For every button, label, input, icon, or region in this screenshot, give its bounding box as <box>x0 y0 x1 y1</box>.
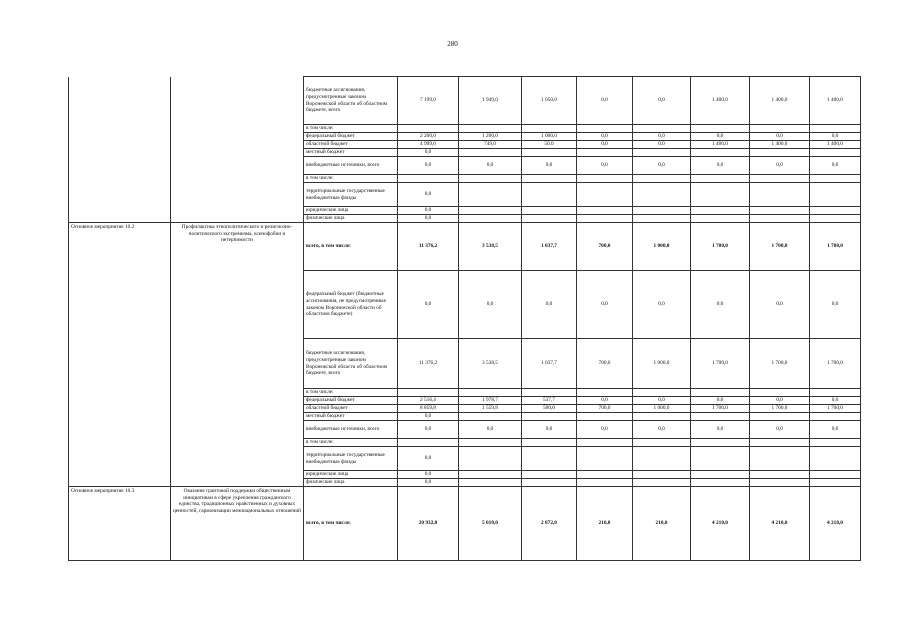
amount-cell: 1 200,0 <box>459 133 522 141</box>
amount-cell <box>750 183 810 207</box>
amount-cell: 0,0 <box>810 271 861 339</box>
amount-cell <box>459 471 522 479</box>
amount-cell <box>750 413 810 421</box>
amount-cell <box>633 389 691 397</box>
amount-cell: 4 210,0 <box>750 487 810 561</box>
amount-cell: 1 400,0 <box>750 77 810 125</box>
amount-cell <box>459 149 522 157</box>
amount-cell <box>459 389 522 397</box>
funding-source-label: в том числе: <box>304 389 398 397</box>
funding-source-label: физические лица <box>304 479 398 487</box>
amount-cell: 0,0 <box>577 421 633 439</box>
amount-cell: 4 999,0 <box>398 141 459 149</box>
amount-cell: 1 000,0 <box>633 339 691 389</box>
funding-source-label: в том числе: <box>304 175 398 183</box>
amount-cell: 1 037,7 <box>522 339 577 389</box>
amount-cell: 0,0 <box>750 133 810 141</box>
amount-cell <box>633 471 691 479</box>
amount-cell <box>522 125 577 133</box>
amount-cell: 1 700,0 <box>691 339 750 389</box>
amount-cell: 1 400,0 <box>750 141 810 149</box>
amount-cell: 2 200,0 <box>398 133 459 141</box>
amount-cell <box>577 471 633 479</box>
amount-cell <box>750 125 810 133</box>
amount-cell <box>691 471 750 479</box>
amount-cell <box>750 439 810 447</box>
amount-cell <box>633 447 691 471</box>
measure-title-cell: Оказание грантовой поддержки общественным инициативам в сфере укрепления гражданского единства, традиционных нравственных и духовных ценностей, гармонизации межнациональных отношений <box>171 487 304 561</box>
funding-source-label: внебюджетные источники, всего <box>304 157 398 175</box>
amount-cell: 0,0 <box>459 157 522 175</box>
amount-cell <box>522 389 577 397</box>
amount-cell <box>691 439 750 447</box>
funding-source-label: областной бюджет <box>304 405 398 413</box>
amount-cell <box>577 439 633 447</box>
amount-cell <box>750 215 810 223</box>
amount-cell: 0,0 <box>522 157 577 175</box>
amount-cell <box>810 413 861 421</box>
funding-source-label: федеральный бюджет (бюджетные ассигнования, не предусмотренные законом Воронежской области об областном бюджете) <box>304 271 398 339</box>
amount-cell: 0,0 <box>691 421 750 439</box>
amount-cell: 0,0 <box>691 157 750 175</box>
amount-cell <box>577 215 633 223</box>
amount-cell <box>577 207 633 215</box>
amount-cell <box>398 125 459 133</box>
amount-cell <box>750 447 810 471</box>
amount-cell: 3 538,5 <box>459 223 522 271</box>
amount-cell: 700,0 <box>577 223 633 271</box>
amount-cell: 1 700,0 <box>750 405 810 413</box>
amount-cell: 1 700,0 <box>810 223 861 271</box>
table-row <box>69 77 861 125</box>
amount-cell <box>810 471 861 479</box>
amount-cell <box>750 471 810 479</box>
amount-cell <box>810 149 861 157</box>
amount-cell <box>810 389 861 397</box>
funding-source-label: бюджетные ассигнования, предусмотренные законом Воронежской области об областном бюджете, всего <box>304 339 398 389</box>
funding-source-label: юридические лица <box>304 207 398 215</box>
amount-cell <box>577 149 633 157</box>
amount-cell <box>691 183 750 207</box>
amount-cell: 1 400,0 <box>691 77 750 125</box>
amount-cell: 0,0 <box>398 447 459 471</box>
amount-cell <box>750 175 810 183</box>
amount-cell: 5 010,0 <box>459 487 522 561</box>
amount-cell: 0,0 <box>750 397 810 405</box>
amount-cell <box>577 413 633 421</box>
amount-cell: 210,0 <box>633 487 691 561</box>
amount-cell <box>633 207 691 215</box>
amount-cell: 0,0 <box>398 471 459 479</box>
amount-cell <box>810 215 861 223</box>
amount-cell: 0,0 <box>691 397 750 405</box>
amount-cell <box>810 125 861 133</box>
amount-cell: 0,0 <box>398 215 459 223</box>
amount-cell: 3 538,5 <box>459 339 522 389</box>
amount-cell <box>750 149 810 157</box>
amount-cell: 1 700,0 <box>691 223 750 271</box>
amount-cell: 0,0 <box>633 133 691 141</box>
amount-cell <box>577 389 633 397</box>
amount-cell: 749,0 <box>459 141 522 149</box>
amount-cell <box>577 125 633 133</box>
amount-cell <box>750 479 810 487</box>
amount-cell: 0,0 <box>398 421 459 439</box>
amount-cell: 1 000,0 <box>633 405 691 413</box>
amount-cell <box>522 471 577 479</box>
amount-cell <box>633 183 691 207</box>
amount-cell: 1 559,8 <box>459 405 522 413</box>
amount-cell: 8 859,8 <box>398 405 459 413</box>
amount-cell: 0,0 <box>633 141 691 149</box>
amount-cell <box>633 149 691 157</box>
amount-cell: 0,0 <box>691 133 750 141</box>
amount-cell: 1 700,0 <box>810 405 861 413</box>
amount-cell <box>459 479 522 487</box>
amount-cell: 1 949,0 <box>459 77 522 125</box>
amount-cell: 1 700,0 <box>750 339 810 389</box>
amount-cell <box>633 215 691 223</box>
funding-source-label: местный бюджет <box>304 413 398 421</box>
amount-cell <box>522 207 577 215</box>
amount-cell <box>810 175 861 183</box>
amount-cell <box>633 175 691 183</box>
amount-cell: 50,0 <box>522 141 577 149</box>
amount-cell <box>522 183 577 207</box>
measure-title-cell: Профилактика этнополитического и религиозно-политического экстремизма, ксенофобии и нетерпимости <box>171 223 304 487</box>
table-row <box>69 223 861 271</box>
amount-cell <box>750 389 810 397</box>
amount-cell: 0,0 <box>750 421 810 439</box>
amount-cell: 0,0 <box>750 157 810 175</box>
funding-source-label: федеральный бюджет <box>304 397 398 405</box>
amount-cell <box>691 389 750 397</box>
amount-cell <box>522 149 577 157</box>
amount-cell: 0,0 <box>577 157 633 175</box>
amount-cell: 1 400,0 <box>810 141 861 149</box>
measure-title-cell <box>171 77 304 223</box>
amount-cell: 2 516,4 <box>398 397 459 405</box>
amount-cell: 0,0 <box>522 421 577 439</box>
funding-source-label: федеральный бюджет <box>304 133 398 141</box>
amount-cell: 4 210,0 <box>810 487 861 561</box>
amount-cell: 700,0 <box>577 339 633 389</box>
amount-cell: 0,0 <box>633 397 691 405</box>
amount-cell <box>810 447 861 471</box>
amount-cell: 0,0 <box>459 421 522 439</box>
funding-source-label: юридические лица <box>304 471 398 479</box>
amount-cell: 0,0 <box>522 271 577 339</box>
amount-cell: 1 000,0 <box>522 133 577 141</box>
amount-cell <box>459 215 522 223</box>
amount-cell: 1 700,0 <box>810 339 861 389</box>
amount-cell <box>691 125 750 133</box>
funding-source-label: всего, в том числе: <box>304 223 398 271</box>
funding-source-label: территориальные государственные внебюджетные фонды <box>304 447 398 471</box>
amount-cell <box>459 183 522 207</box>
amount-cell <box>398 389 459 397</box>
budget-table <box>68 76 861 561</box>
table-row <box>69 487 861 561</box>
amount-cell <box>577 175 633 183</box>
amount-cell: 7 199,0 <box>398 77 459 125</box>
amount-cell: 11 376,2 <box>398 223 459 271</box>
amount-cell <box>633 125 691 133</box>
amount-cell: 0,0 <box>577 133 633 141</box>
measure-cell <box>69 77 171 223</box>
amount-cell <box>633 439 691 447</box>
amount-cell <box>691 215 750 223</box>
funding-source-label: местный бюджет <box>304 149 398 157</box>
amount-cell: 2 872,0 <box>522 487 577 561</box>
amount-cell <box>691 149 750 157</box>
amount-cell <box>459 447 522 471</box>
amount-cell: 1 978,7 <box>459 397 522 405</box>
amount-cell: 0,0 <box>633 77 691 125</box>
funding-source-label: территориальные государственные внебюджетные фонды <box>304 183 398 207</box>
amount-cell <box>810 479 861 487</box>
funding-source-label: в том числе: <box>304 439 398 447</box>
amount-cell <box>522 215 577 223</box>
amount-cell <box>522 479 577 487</box>
amount-cell: 537,7 <box>522 397 577 405</box>
funding-source-label: бюджетные ассигнования, предусмотренные законом Воронежской области об областном бюджете, всего <box>304 77 398 125</box>
amount-cell <box>691 447 750 471</box>
amount-cell: 1 000,0 <box>633 223 691 271</box>
amount-cell: 0,0 <box>810 421 861 439</box>
amount-cell: 1 400,0 <box>810 77 861 125</box>
amount-cell: 1 700,0 <box>691 405 750 413</box>
amount-cell <box>577 447 633 471</box>
amount-cell: 1 400,0 <box>691 141 750 149</box>
measure-cell: Основное мероприятие 10.3 <box>69 487 171 561</box>
amount-cell <box>459 439 522 447</box>
amount-cell <box>633 413 691 421</box>
amount-cell: 210,0 <box>577 487 633 561</box>
amount-cell: 0,0 <box>750 271 810 339</box>
amount-cell: 1 050,0 <box>522 77 577 125</box>
amount-cell <box>691 413 750 421</box>
amount-cell <box>750 207 810 215</box>
amount-cell: 0,0 <box>577 397 633 405</box>
amount-cell <box>633 479 691 487</box>
amount-cell: 1 700,0 <box>750 223 810 271</box>
amount-cell: 0,0 <box>633 271 691 339</box>
amount-cell <box>810 183 861 207</box>
amount-cell: 0,0 <box>810 133 861 141</box>
funding-source-label: в том числе: <box>304 125 398 133</box>
amount-cell: 20 932,0 <box>398 487 459 561</box>
amount-cell <box>522 439 577 447</box>
amount-cell <box>459 125 522 133</box>
amount-cell: 700,0 <box>577 405 633 413</box>
amount-cell: 0,0 <box>633 157 691 175</box>
funding-source-label: всего, в том числе: <box>304 487 398 561</box>
amount-cell <box>522 175 577 183</box>
amount-cell <box>522 413 577 421</box>
amount-cell <box>691 207 750 215</box>
amount-cell: 0,0 <box>398 413 459 421</box>
amount-cell: 500,0 <box>522 405 577 413</box>
amount-cell <box>691 479 750 487</box>
measure-cell: Основное мероприятие 10.2 <box>69 223 171 487</box>
funding-source-label: внебюджетные источники, всего <box>304 421 398 439</box>
amount-cell: 1 037,7 <box>522 223 577 271</box>
page-number: 280 <box>447 40 458 48</box>
amount-cell: 0,0 <box>577 271 633 339</box>
amount-cell <box>577 479 633 487</box>
amount-cell <box>810 439 861 447</box>
amount-cell <box>577 183 633 207</box>
amount-cell <box>459 207 522 215</box>
amount-cell: 0,0 <box>633 421 691 439</box>
amount-cell: 0,0 <box>398 479 459 487</box>
amount-cell: 0,0 <box>577 77 633 125</box>
amount-cell: 0,0 <box>398 271 459 339</box>
amount-cell: 4 210,0 <box>691 487 750 561</box>
amount-cell <box>522 447 577 471</box>
amount-cell <box>459 413 522 421</box>
amount-cell: 0,0 <box>459 271 522 339</box>
funding-source-label: физические лица <box>304 215 398 223</box>
amount-cell: 0,0 <box>577 141 633 149</box>
amount-cell: 0,0 <box>398 183 459 207</box>
amount-cell: 0,0 <box>398 157 459 175</box>
amount-cell <box>459 175 522 183</box>
amount-cell: 0,0 <box>810 157 861 175</box>
amount-cell <box>398 439 459 447</box>
amount-cell <box>691 175 750 183</box>
amount-cell <box>398 175 459 183</box>
funding-source-label: областной бюджет <box>304 141 398 149</box>
amount-cell <box>810 207 861 215</box>
amount-cell: 0,0 <box>810 397 861 405</box>
amount-cell: 11 376,2 <box>398 339 459 389</box>
amount-cell: 0,0 <box>398 149 459 157</box>
amount-cell: 0,0 <box>691 271 750 339</box>
amount-cell: 0,0 <box>398 207 459 215</box>
